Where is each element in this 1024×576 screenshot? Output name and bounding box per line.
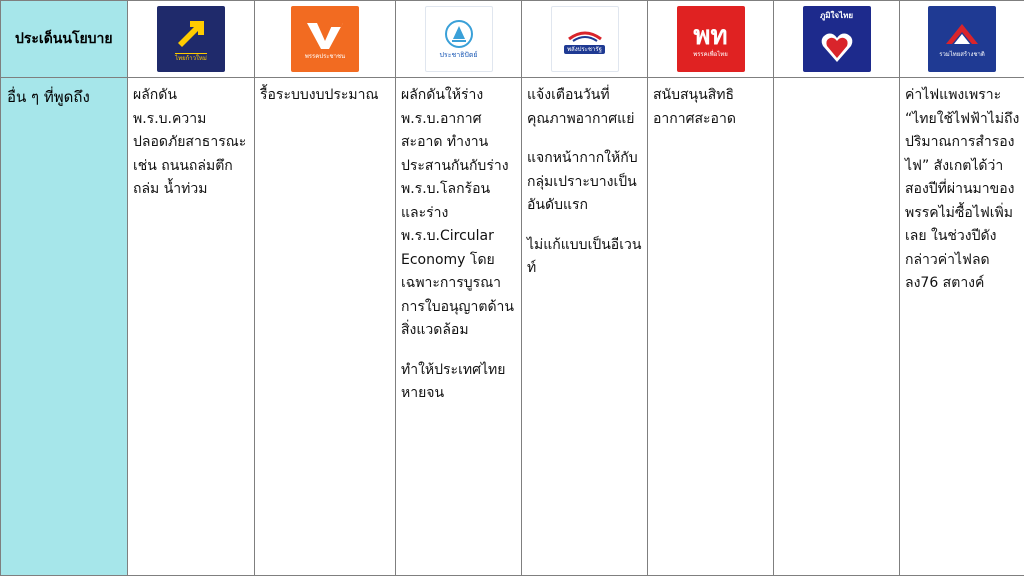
header-corner-cell bbox=[1, 1, 128, 78]
party-logo-democrat bbox=[425, 6, 493, 72]
arrow-icon bbox=[174, 17, 208, 51]
party-header-1 bbox=[128, 1, 255, 78]
v-mark-icon bbox=[305, 19, 345, 51]
policy-cell-2 bbox=[255, 78, 396, 576]
party-logo-mark: พท bbox=[693, 20, 728, 51]
cell-paragraph: ผลักดันให้ร่าง พ.ร.บ.อากาศสะอาด ทำงานประสานกันกับร่างพ.ร.บ.โลกร้อน และร่าง พ.ร.บ.Circular Economy โดยเฉพาะการบูรณาการใบอนุญาตด้านสิ่งแวดล้อม bbox=[401, 87, 514, 338]
party-logo-text: พรรคประชาชน bbox=[304, 52, 346, 60]
policy-cell-3 bbox=[396, 78, 522, 576]
party-logo-text: ภูมิใจไทย bbox=[819, 11, 854, 20]
party-logo-text: ไทยก้าวใหม่ bbox=[175, 54, 207, 62]
policy-cell-6 bbox=[774, 78, 900, 576]
party-logo-prachachon bbox=[291, 6, 359, 72]
thailand-map-heart-icon bbox=[817, 26, 857, 66]
cell-paragraph: ผลักดัน พ.ร.บ.ความปลอดภัยสาธารณะ เช่น ถนนถล่มตึกถล่ม น้ำท่วม bbox=[133, 87, 247, 197]
cell-content bbox=[900, 78, 1024, 296]
cell-content bbox=[128, 78, 254, 202]
party-logo-text: รวมไทยสร้างชาติ bbox=[939, 51, 985, 58]
header-row bbox=[1, 1, 1024, 78]
cell-paragraph: ไม่แก้แบบเป็นอีเวนท์ bbox=[527, 236, 642, 276]
policy-row-other bbox=[1, 78, 1024, 576]
palang-pracharat-emblem-icon bbox=[565, 25, 605, 45]
cell-paragraph: แจกหน้ากากให้กับกลุ่มเปราะบางเป็นอันดับแรก bbox=[527, 150, 638, 213]
party-header-3 bbox=[396, 1, 522, 78]
cell-paragraph: สนับสนุนสิทธิอากาศสะอาด bbox=[653, 87, 736, 127]
party-logo-ruam-thai-sang-chart bbox=[928, 6, 996, 72]
party-logo-text: พรรคเพื่อไทย bbox=[693, 50, 728, 58]
policy-issue-header: ประเด็นนโยบาย bbox=[15, 31, 113, 47]
cell-content bbox=[774, 78, 899, 84]
party-header-4 bbox=[522, 1, 648, 78]
party-header-2 bbox=[255, 1, 396, 78]
party-logo-bhumjaithai bbox=[803, 6, 871, 72]
cell-content bbox=[648, 78, 773, 131]
cell-content bbox=[396, 78, 521, 406]
row-label: อื่น ๆ ที่พูดถึง bbox=[7, 88, 90, 106]
row-header-cell bbox=[1, 78, 128, 576]
party-header-7 bbox=[900, 1, 1024, 78]
party-header-5 bbox=[648, 1, 774, 78]
party-header-6 bbox=[774, 1, 900, 78]
policy-cell-1 bbox=[128, 78, 255, 576]
policy-cell-4 bbox=[522, 78, 648, 576]
cell-content bbox=[522, 78, 647, 281]
cell-content bbox=[255, 78, 395, 108]
cell-paragraph: ค่าไฟแพงเพราะ “ไทยใช้ไฟฟ้าไม่ถึงปริมาณการสำรองไฟ” สังเกตได้ว่าสองปีที่ผ่านมาของพรรคไม่ซื้อไฟเพิ่มเลย ในช่วงปีดังกล่าวค่าไฟลดลง76 สตางค์ bbox=[905, 87, 1020, 291]
party-logo-palang-pracharat bbox=[551, 6, 619, 72]
policy-cell-7 bbox=[900, 78, 1024, 576]
cell-paragraph: แจ้งเตือนวันที่คุณภาพอากาศแย่ bbox=[527, 87, 635, 127]
party-logo-pheu-thai bbox=[677, 6, 745, 72]
party-logo-thai-kao-mai bbox=[157, 6, 225, 72]
cell-paragraph: รื้อระบบงบประมาณ bbox=[260, 87, 379, 103]
policy-cell-5 bbox=[648, 78, 774, 576]
democrat-emblem-icon bbox=[444, 19, 474, 49]
party-logo-text: ประชาธิปัตย์ bbox=[439, 51, 478, 59]
party-logo-text: พลังประชารัฐ bbox=[564, 45, 605, 54]
cell-paragraph: ทำให้ประเทศไทยหายจน bbox=[401, 361, 506, 401]
ruam-thai-emblem-icon bbox=[942, 20, 982, 48]
